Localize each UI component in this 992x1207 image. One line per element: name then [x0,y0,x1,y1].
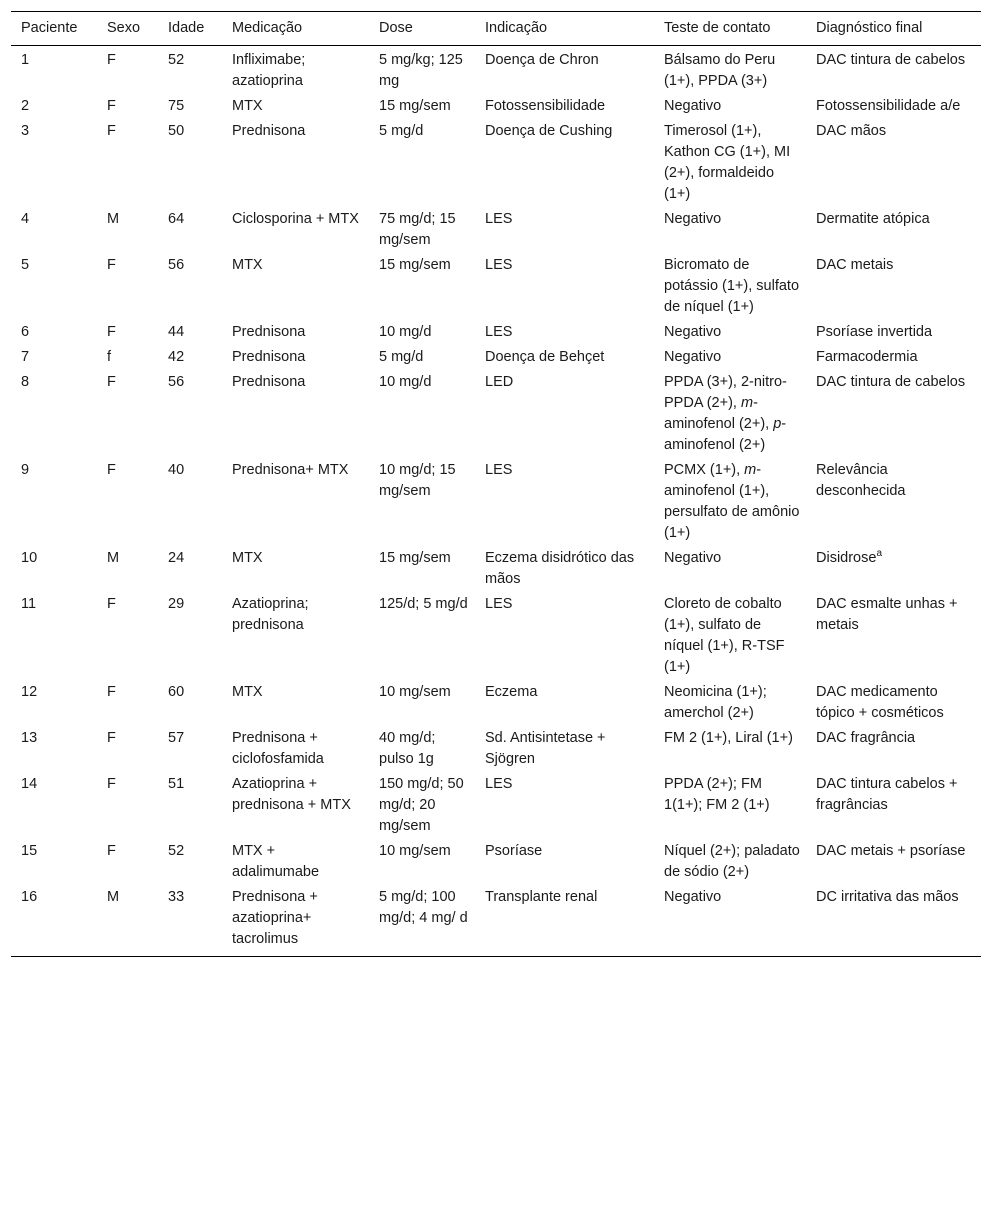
header-diagnostico-final: Diagnóstico final [806,12,981,46]
cell-paciente: 9 [21,462,30,478]
patients-table [11,11,981,957]
diagnostico-text: DAC tintura de cabelos [816,52,966,68]
cell-indicacao: Transplante renal [475,885,654,957]
table-row [11,46,981,95]
cell-indicacao: LES [485,596,513,612]
cell-diagnostico [806,885,981,957]
cell-paciente: 6 [21,324,30,340]
teste-segment: PPDA (2+); FM 1(1+); FM 2 (1+) [664,776,770,813]
cell-dose: 15 mg/sem [379,257,451,273]
teste-segment: Neomicina (1+); amerchol (2+) [664,684,767,721]
cell-indicacao: Sd. Antisintetase + Sjögren [485,730,606,767]
cell-sexo: F [107,257,116,273]
cell-teste [654,592,806,680]
table-row [11,320,981,345]
teste-segment: Bálsamo do Peru (1+), PPDA (3+) [664,52,776,89]
cell-sexo: F [107,123,116,139]
cell-medicacao: Azatioprina + prednisona + MTX [232,776,351,813]
cell-sexo: f [107,349,112,365]
table-row [11,680,981,726]
cell-diagnostico [806,458,981,546]
cell-indicacao: LES [485,324,513,340]
cell-idade: 56 [168,257,185,273]
cell-paciente: 14 [21,776,38,792]
table-row [11,592,981,680]
cell-indicacao: Psoríase [485,843,543,859]
cell-dose: 10 mg/d [379,374,432,390]
cell-idade: 57 [168,730,185,746]
cell-teste [654,345,806,370]
cell-dose: 15 mg/sem [379,98,451,114]
teste-segment: -aminofenol (2+) [664,416,787,453]
footnote-marker: a [876,548,882,560]
cell-medicacao: MTX [232,257,263,273]
diagnostico-text: DAC metais [816,257,894,273]
teste-segment: Negativo [664,98,722,114]
cell-diagnostico [806,839,981,885]
table-row [11,207,981,253]
cell-dose: 125/d; 5 mg/d [379,596,468,612]
cell-diagnostico [806,46,981,95]
table-row [11,772,981,839]
cell-teste [654,119,806,207]
cell-diagnostico [806,119,981,207]
cell-dose: 75 mg/d; 15 mg/sem [379,211,456,248]
table-row [11,345,981,370]
cell-teste [654,320,806,345]
cell-idade: 56 [168,374,185,390]
cell-medicacao: MTX [232,98,263,114]
cell-medicacao: Prednisona [232,123,306,139]
teste-segment: PPDA (3+), 2-nitro-PPDA (2+), [664,374,787,411]
table-row [11,726,981,772]
table-row [11,546,981,592]
diagnostico-text: Farmacodermia [816,349,918,365]
cell-diagnostico [806,726,981,772]
cell-dose: 5 mg/kg; 125 mg [379,52,463,89]
cell-teste [654,46,806,95]
cell-diagnostico [806,680,981,726]
teste-segment: -aminofenol (1+), persulfato de amônio (1+) [664,462,800,541]
teste-segment: Timerosol (1+), Kathon CG (1+), MI (2+), formaldeido (1+) [664,123,791,202]
cell-paciente: 5 [21,257,30,273]
cell-idade: 44 [168,324,185,340]
cell-dose: 10 mg/d [379,324,432,340]
diagnostico-text: DAC tintura cabelos + fragrâncias [816,776,958,813]
cell-dose: 5 mg/d [379,123,424,139]
cell-paciente: 1 [21,52,30,68]
cell-idade: 64 [168,211,185,227]
teste-segment: PCMX (1+), [664,462,745,478]
cell-teste [654,680,806,726]
diagnostico-text: Relevância desconhecida [816,462,906,499]
cell-indicacao: Doença de Behçet [485,349,605,365]
cell-paciente: 13 [21,730,38,746]
header-indicacao: Indicação [475,12,654,46]
cell-medicacao: Ciclosporina + MTX [232,211,359,227]
cell-medicacao: Prednisona [232,349,306,365]
cell-indicacao: LES [485,257,513,273]
teste-segment: m [744,462,757,478]
table-row [11,119,981,207]
cell-indicacao: LED [485,374,514,390]
cell-dose: 15 mg/sem [379,550,451,566]
teste-segment: Níquel (2+); paladato de sódio (2+) [664,843,800,880]
cell-idade: 60 [168,684,185,700]
diagnostico-text: Disidrose [816,550,877,566]
cell-dose: 10 mg/d; 15 mg/sem [379,462,456,499]
header-paciente: Paciente [11,12,97,46]
diagnostico-text: Fotossensibilidade a/e [816,98,961,114]
table-header-row [11,12,981,46]
cell-medicacao: Prednisona+ MTX [232,462,349,478]
cell-idade: 42 [168,349,185,365]
cell-idade: 33 [158,885,222,957]
cell-sexo: F [107,462,116,478]
cell-idade: 75 [168,98,185,114]
cell-dose: 5 mg/d; 100 mg/d; 4 mg/ d [369,885,475,957]
teste-segment: Negativo [664,324,722,340]
table-body [11,46,981,957]
cell-paciente: 8 [21,374,30,390]
cell-paciente: 10 [21,550,38,566]
cell-teste [654,839,806,885]
cell-teste [654,370,806,458]
cell-idade: 52 [168,843,185,859]
teste-segment: Negativo [664,889,722,905]
table-row [11,253,981,320]
teste-segment: m [740,395,754,411]
diagnostico-text: DAC fragrância [816,730,916,746]
cell-medicacao: Prednisona + ciclofosfamida [232,730,324,767]
diagnostico-text: DAC medicamento tópico + cosméticos [816,684,944,721]
cell-indicacao: Fotossensibilidade [485,98,606,114]
cell-teste [654,458,806,546]
cell-medicacao: MTX [232,684,263,700]
cell-medicacao: Prednisona [232,374,306,390]
teste-segment: Negativo [664,550,722,566]
cell-diagnostico [806,345,981,370]
cell-idade: 51 [168,776,185,792]
cell-sexo: F [107,776,116,792]
table-row [11,370,981,458]
cell-dose: 150 mg/d; 50 mg/d; 20 mg/sem [379,776,464,834]
cell-paciente: 16 [11,885,97,957]
header-idade: Idade [158,12,222,46]
header-teste-contato: Teste de contato [654,12,806,46]
cell-indicacao: LES [485,462,513,478]
cell-teste [654,253,806,320]
cell-sexo: F [107,374,116,390]
cell-sexo: M [107,550,120,566]
patients-table-container [11,11,981,957]
table-row [11,885,981,957]
diagnostico-text: DC irritativa das mãos [816,889,959,905]
cell-indicacao: Doença de Chron [485,52,599,68]
diagnostico-text: Psoríase invertida [816,324,933,340]
cell-paciente: 2 [21,98,30,114]
teste-segment: p [773,416,782,432]
cell-medicacao: Infliximabe; azatioprina [232,52,306,89]
cell-indicacao: LES [485,211,513,227]
cell-teste [654,207,806,253]
teste-segment: -aminofenol (2+), [664,395,774,432]
cell-diagnostico [806,772,981,839]
cell-teste [654,546,806,592]
diagnostico-text: DAC metais + psoríase [816,843,966,859]
header-dose: Dose [369,12,475,46]
cell-paciente: 11 [21,596,37,612]
cell-teste [654,726,806,772]
cell-teste [654,94,806,119]
cell-idade: 29 [168,596,185,612]
cell-diagnostico [806,546,981,592]
teste-segment: Negativo [664,349,722,365]
diagnostico-text: Dermatite atópica [816,211,930,227]
cell-diagnostico [806,320,981,345]
table-row [11,458,981,546]
cell-idade: 24 [168,550,185,566]
cell-diagnostico [806,592,981,680]
cell-diagnostico [806,253,981,320]
cell-diagnostico [806,370,981,458]
diagnostico-text: DAC mãos [816,123,887,139]
cell-medicacao: Prednisona + azatioprina+ tacrolimus [222,885,369,957]
cell-medicacao: MTX [232,550,263,566]
cell-dose: 10 mg/sem [379,843,451,859]
cell-paciente: 12 [21,684,38,700]
teste-segment: FM 2 (1+), Liral (1+) [664,730,793,746]
cell-idade: 52 [168,52,185,68]
cell-diagnostico [806,207,981,253]
cell-indicacao: Doença de Cushing [485,123,613,139]
cell-indicacao: LES [485,776,513,792]
header-medicacao: Medicação [222,12,369,46]
cell-paciente: 4 [21,211,30,227]
cell-idade: 40 [168,462,185,478]
header-sexo: Sexo [97,12,158,46]
cell-medicacao: Azatioprina; prednisona [232,596,309,633]
cell-paciente: 15 [21,843,38,859]
diagnostico-text: DAC tintura de cabelos [816,374,966,390]
cell-dose: 40 mg/d; pulso 1g [379,730,436,767]
cell-paciente: 7 [21,349,30,365]
cell-sexo: F [107,596,116,612]
cell-sexo: F [107,730,116,746]
teste-segment: Cloreto de cobalto (1+), sulfato de níquel (1+), R-TSF (1+) [664,596,785,675]
cell-sexo: F [107,98,116,114]
cell-sexo: F [107,843,116,859]
cell-sexo: F [107,52,116,68]
cell-sexo: M [97,885,158,957]
cell-sexo: M [107,211,120,227]
cell-dose: 10 mg/sem [379,684,451,700]
cell-dose: 5 mg/d [379,349,424,365]
cell-indicacao: Eczema [485,684,538,700]
cell-idade: 50 [168,123,185,139]
table-row [11,839,981,885]
cell-teste [654,885,806,957]
cell-medicacao: MTX + adalimumabe [232,843,320,880]
table-row [11,94,981,119]
cell-diagnostico [806,94,981,119]
diagnostico-text: DAC esmalte unhas + metais [816,596,958,633]
teste-segment: Negativo [664,211,722,227]
teste-segment: Bicromato de potássio (1+), sulfato de níquel (1+) [664,257,800,315]
cell-teste [654,772,806,839]
cell-sexo: F [107,324,116,340]
cell-paciente: 3 [21,123,30,139]
cell-indicacao: Eczema disidrótico das mãos [485,550,635,587]
cell-sexo: F [107,684,116,700]
cell-medicacao: Prednisona [232,324,306,340]
